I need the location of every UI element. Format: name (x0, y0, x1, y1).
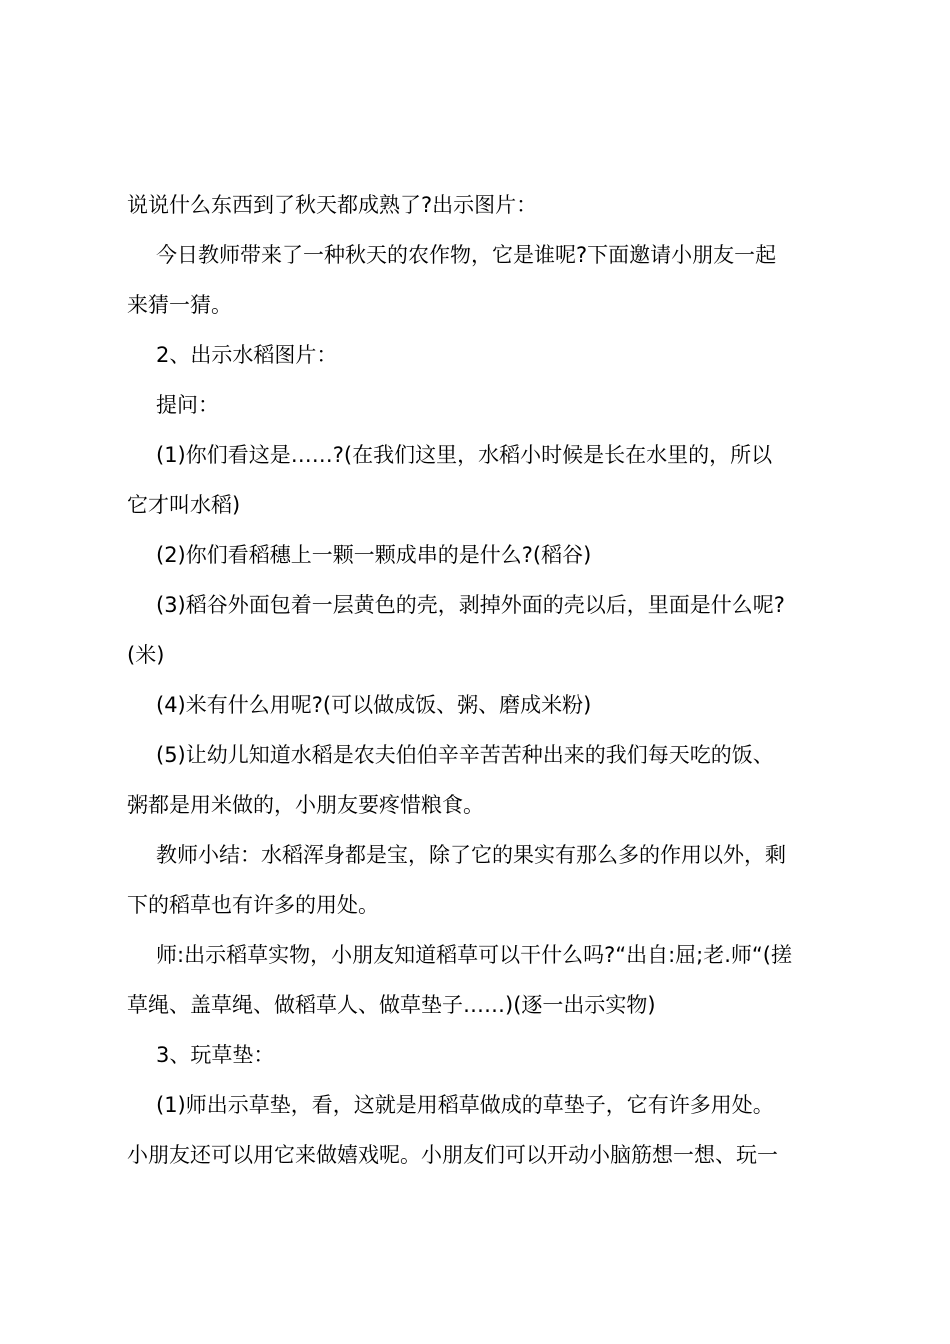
text-line: 提问： (156, 393, 219, 417)
text-line: 师:出示稻草实物，小朋友知道稻草可以干什么吗?“出自:屈;老.师“(搓 (156, 943, 792, 967)
text-line: (4)米有什么用呢?(可以做成饭、粥、磨成米粉) (156, 693, 592, 717)
text-line: (2)你们看稻穗上一颗一颗成串的是什么?(稻谷) (156, 543, 592, 567)
text-line: 下的稻草也有许多的用处。 (127, 893, 379, 917)
text-line: (5)让幼儿知道水稻是农夫伯伯辛辛苦苦种出来的我们每天吃的饭、 (156, 743, 774, 767)
text-line: 草绳、盖草绳、做稻草人、做草垫子……)(逐一出示实物) (127, 993, 656, 1017)
text-line: 粥都是用米做的，小朋友要疼惜粮食。 (127, 793, 484, 817)
section-heading: 2、出示水稻图片： (156, 343, 338, 367)
text-line: 教师小结：水稻浑身都是宝，除了它的果实有那么多的作用以外，剩 (156, 843, 786, 867)
text-line: (米) (127, 643, 165, 667)
text-line: 今日教师带来了一种秋天的农作物，它是谁呢?下面邀请小朋友一起 (156, 243, 777, 267)
text-line: (3)稻谷外面包着一层黄色的壳，剥掉外面的壳以后，里面是什么呢? (156, 593, 785, 617)
text-line: 说说什么东西到了秋天都成熟了?出示图片： (127, 193, 538, 217)
section-heading: 3、玩草垫： (156, 1043, 275, 1067)
text-line: 它才叫水稻) (127, 493, 241, 517)
text-line: (1)你们看这是……?(在我们这里，水稻小时候是长在水里的，所以 (156, 443, 773, 467)
text-line: 小朋友还可以用它来做嬉戏呢。小朋友们可以开动小脑筋想一想、玩一 (127, 1143, 778, 1167)
text-line: 来猜一猜。 (127, 293, 232, 317)
text-line: (1)师出示草垫，看，这就是用稻草做成的草垫子，它有许多用处。 (156, 1093, 774, 1117)
document-body (127, 180, 837, 1180)
